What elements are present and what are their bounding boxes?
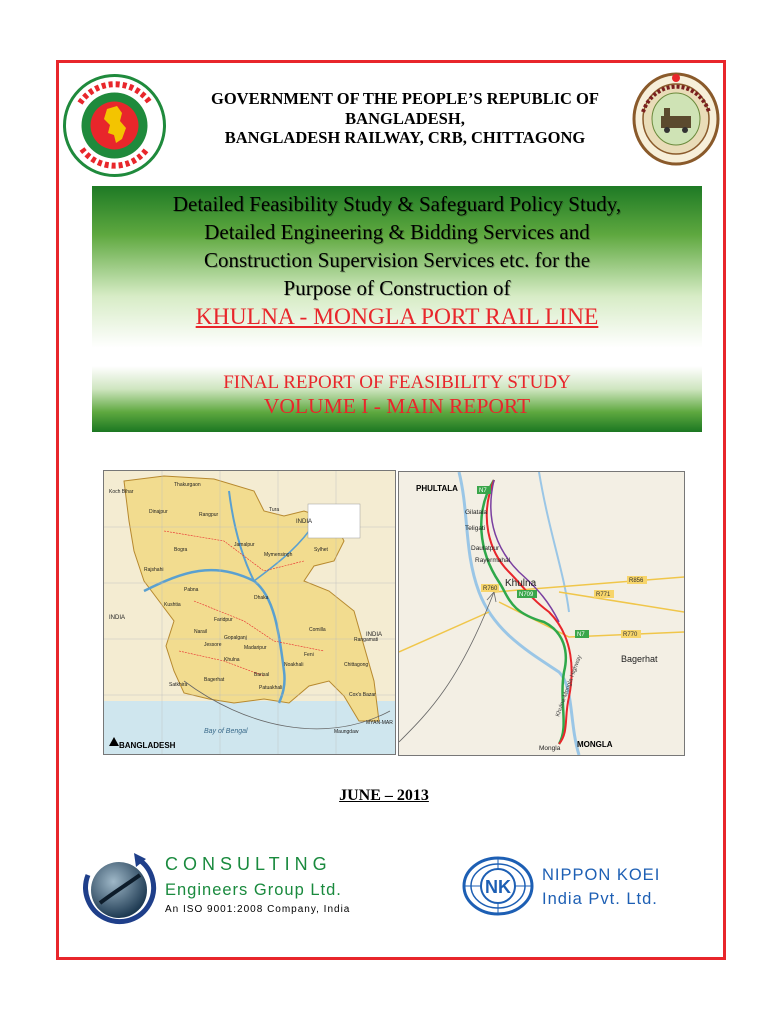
title-line4: Purpose of Construction of (283, 276, 511, 300)
city-label: Satkhira (169, 682, 188, 688)
title-line3: Construction Supervision Services etc. for the (203, 248, 591, 272)
place-label: Bagerhat (621, 654, 658, 664)
government-of-bangladesh-seal-icon (62, 73, 167, 178)
city-label: Faridpur (214, 617, 233, 623)
place-label: Gilatala (465, 509, 488, 516)
city-label: Chittagong (344, 662, 369, 668)
city-label: Comilla (309, 627, 326, 633)
city-label: Pabna (184, 587, 199, 593)
city-label: Sylhet (314, 547, 328, 553)
volume-title: VOLUME I - MAIN REPORT (263, 394, 531, 418)
map-bottom-label: MONGLA (577, 740, 613, 749)
city-label: Barisal (254, 672, 270, 678)
ceg-iso-line: An ISO 9001:2008 Company, India (165, 904, 351, 915)
road-label: N709 (519, 592, 534, 598)
title-banner (92, 186, 702, 348)
city-label: Rangpur (199, 512, 219, 518)
city-label: Khulna (224, 657, 240, 663)
header-line3: BANGLADESH RAILWAY, CRB, CHITTAGONG (224, 128, 586, 147)
city-label: Rajshahi (144, 567, 164, 573)
ceg-name-line2: Engineers Group Ltd. (165, 881, 342, 899)
khulna-mongla-map-graphic (399, 472, 684, 755)
city-label: Thakurgaon (174, 482, 201, 488)
road-label: R760 (483, 586, 498, 592)
city-label: Gopalganj (224, 635, 247, 641)
region-label-east: INDIA (366, 632, 383, 638)
route-label: Khulna-Mongla Highway (555, 654, 584, 718)
city-label: Dhaka (254, 595, 269, 601)
road-label: R856 (629, 578, 644, 584)
title-line1: Detailed Feasibility Study & Safeguard Policy Study, (172, 192, 622, 216)
city-label: Bogra (174, 547, 188, 553)
map-top-label: PHULTALA (416, 484, 458, 493)
bangladesh-map-graphic (104, 471, 395, 754)
place-label: Daulatpur (471, 545, 500, 552)
place-label: Teligati (465, 525, 486, 532)
city-label: Dinajpur (149, 509, 168, 515)
region-label-west: INDIA (109, 615, 126, 621)
road-label: R770 (623, 632, 638, 638)
city-label: Madaripur (244, 645, 267, 651)
header-line1: GOVERNMENT OF THE PEOPLE’S REPUBLIC OF (211, 89, 599, 108)
road-label: N7 (577, 632, 585, 638)
bangladesh-railway-emblem-icon (631, 72, 721, 167)
city-label: Noakhali (284, 662, 304, 668)
road-label: N7 (479, 488, 487, 494)
road-label: R771 (596, 592, 611, 598)
title-line2: Detailed Engineering & Bidding Services and (204, 220, 590, 244)
city-label: Narail (194, 629, 208, 635)
city-label: Feni (304, 652, 314, 658)
header-line2: BANGLADESH, (345, 108, 465, 128)
city-label: Tura (269, 507, 280, 513)
ceg-name-line1: CONSULTING (165, 854, 332, 874)
city-label: Bagerhat (204, 677, 225, 683)
place-label: Mongla (539, 745, 561, 752)
project-name: KHULNA - MONGLA PORT RAIL LINE (195, 304, 599, 330)
city-label: Kushtia (164, 602, 181, 608)
report-date: JUNE – 2013 (339, 787, 429, 804)
government-header (170, 89, 640, 148)
city-label: Rangamati (354, 637, 379, 643)
city-label: Cox's Bazar (349, 692, 376, 698)
city-label: Jamalpur (234, 542, 255, 548)
report-banner (92, 366, 702, 432)
place-label: Khulna (505, 578, 537, 589)
nk-logo-text: NK (485, 877, 511, 897)
map-country-label: BANGLADESH (119, 741, 176, 750)
city-label: Mymensingh (264, 552, 293, 558)
report-title: FINAL REPORT OF FEASIBILITY STUDY (223, 372, 571, 393)
city-label: Maungdaw (334, 729, 359, 735)
bangladesh-map (103, 470, 396, 755)
bay-label: Bay of Bengal (204, 728, 248, 735)
city-label: Koch Bihar (109, 489, 134, 495)
nippon-koei-nk-logo-icon (462, 856, 534, 916)
nk-name-line2: India Pvt. Ltd. (542, 890, 658, 908)
nk-name-line1: NIPPON KOEI (542, 866, 661, 884)
place-label: Rayermahal (475, 557, 511, 564)
region-label: INDIA (296, 519, 313, 525)
city-label: Jessore (204, 642, 222, 648)
myanmar-label: MYAN-MAR (366, 720, 393, 726)
khulna-mongla-map (398, 471, 685, 756)
globe-swoosh-logo-icon (78, 845, 160, 927)
city-label: Patuakhali (259, 685, 283, 691)
